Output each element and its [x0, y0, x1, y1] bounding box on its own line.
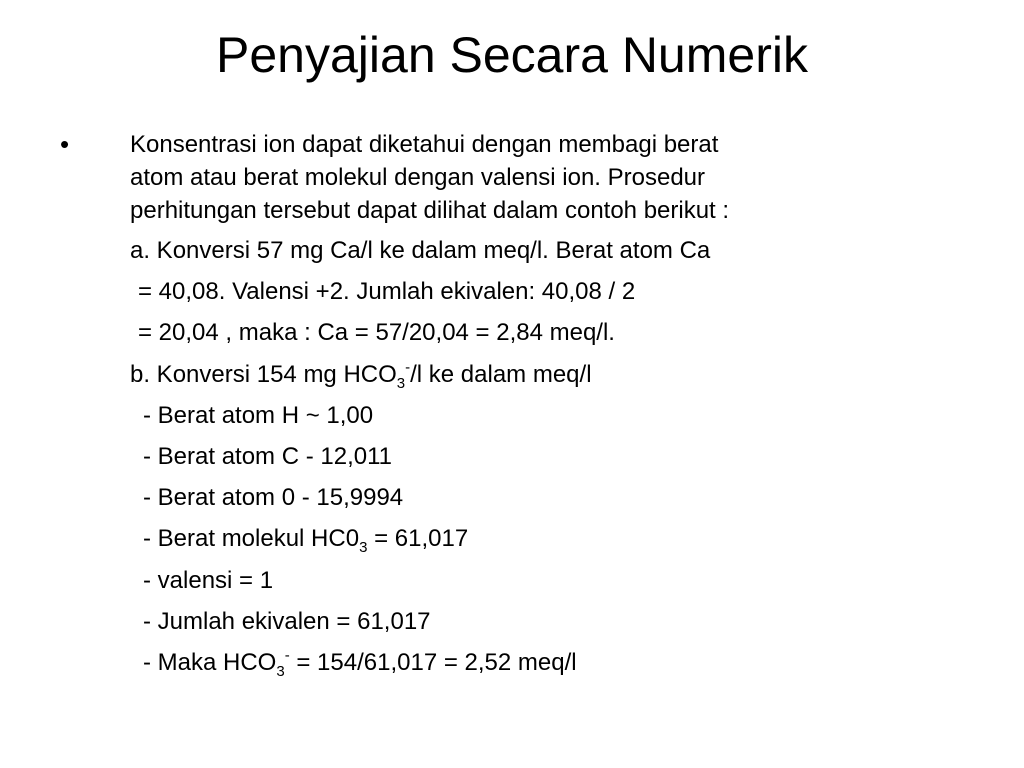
example-a-line-2: = 40,08. Valensi +2. Jumlah ekivalen: 40,08 / 2: [138, 278, 636, 305]
atom-c-line: - Berat atom C - 12,011: [143, 443, 392, 470]
atom-h-line: - Berat atom H ~ 1,00: [143, 402, 374, 429]
subscript: 3: [359, 539, 368, 556]
example-b-heading-suffix: /l ke dalam meq/l: [410, 361, 592, 388]
intro-line: perhitungan tersebut dapat dilihat dalam contoh berikut :: [130, 197, 730, 224]
example-b-heading: [130, 360, 592, 390]
intro-line: atom atau berat molekul dengan valensi ion. Prosedur: [130, 164, 706, 191]
molecule-weight-line: [143, 524, 468, 554]
example-a-line-1: a. Konversi 57 mg Ca/l ke dalam meq/l. Berat atom Ca: [130, 237, 711, 264]
result-text: - Maka HCO: [143, 649, 277, 676]
example-a-line-3: = 20,04 , maka : Ca = 57/20,04 = 2,84 meq/l.: [138, 319, 615, 346]
atom-o-line: - Berat atom 0 - 15,9994: [143, 484, 404, 511]
intro-paragraph: [130, 128, 970, 227]
equivalent-line: - Jumlah ekivalen = 61,017: [143, 608, 431, 635]
subscript: 3: [276, 663, 285, 680]
superscript: -: [405, 359, 411, 376]
subscript: 3: [396, 375, 406, 392]
molecule-weight-value: = 61,017: [367, 525, 469, 552]
valence-line: - valensi = 1: [143, 567, 274, 594]
molecule-weight-text: - Berat molekul HC0: [143, 525, 360, 552]
result-line: [143, 648, 577, 678]
example-b-heading-text: b. Konversi 154 mg HCO: [130, 361, 397, 388]
superscript: -: [284, 647, 290, 664]
intro-line: Konsentrasi ion dapat diketahui dengan membagi berat: [130, 131, 719, 158]
bullet-marker: •: [60, 129, 70, 159]
slide-title: Penyajian Secara Numerik: [216, 27, 808, 83]
result-value: = 154/61,017 = 2,52 meq/l: [289, 649, 577, 676]
